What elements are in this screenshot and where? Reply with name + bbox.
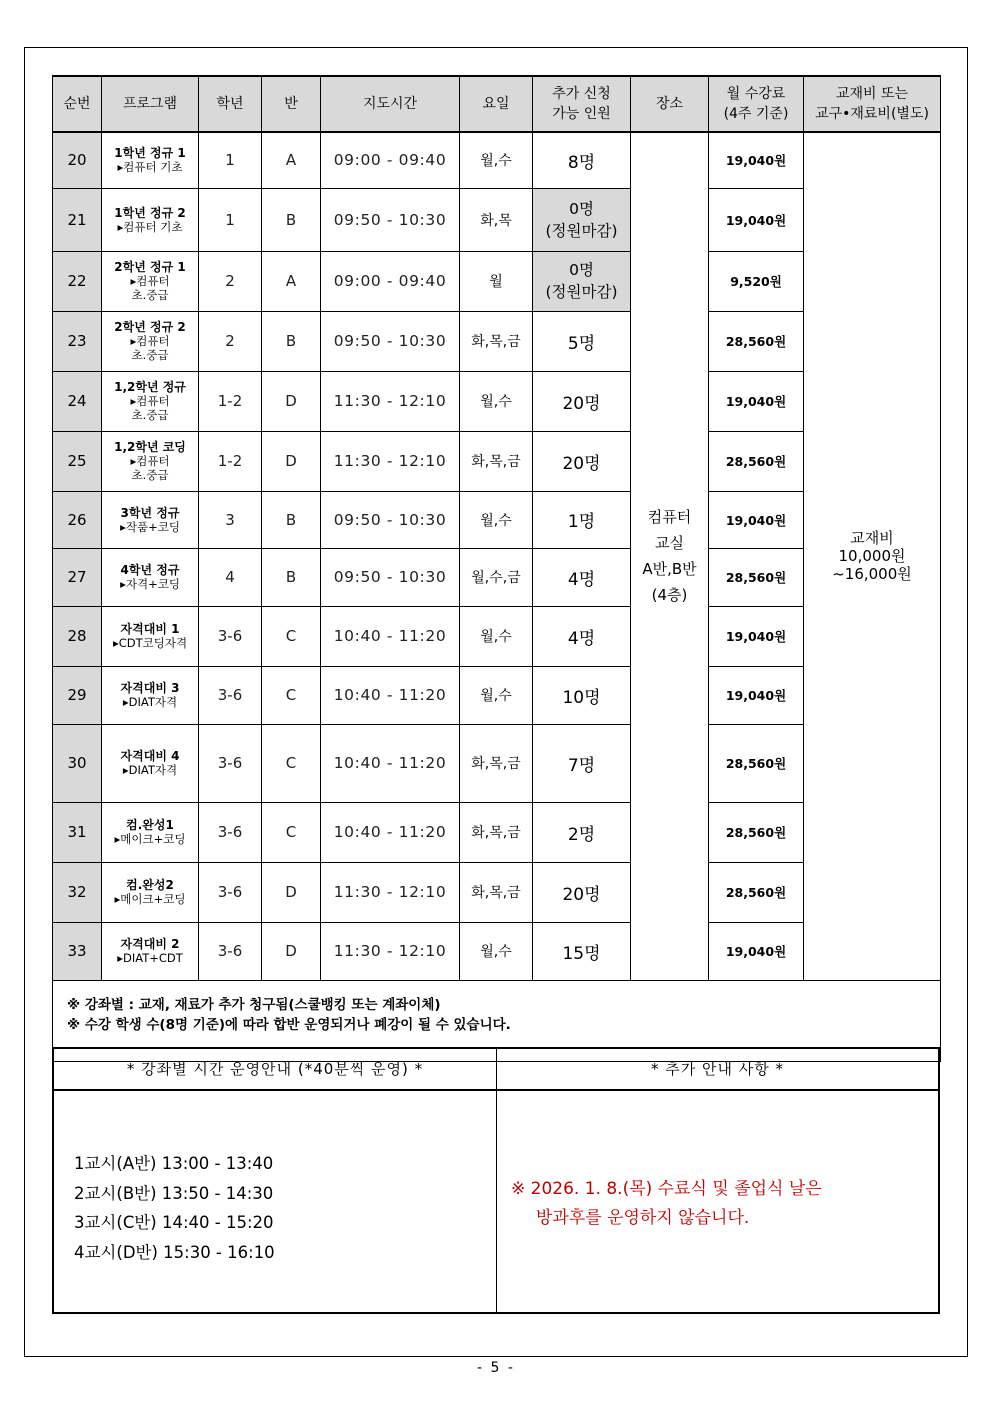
- row-number: 32: [53, 862, 102, 922]
- grade: 2: [199, 311, 262, 371]
- monthly-fee: 19,040원: [709, 922, 804, 980]
- header-program: 프로그램: [102, 76, 199, 132]
- grade: 3-6: [199, 724, 262, 802]
- class-group: D: [262, 371, 321, 431]
- monthly-fee: 28,560원: [709, 431, 804, 491]
- class-time: 10:40 - 11:20: [321, 666, 460, 724]
- program-subtitle: ▸컴퓨터 초.중급: [130, 454, 170, 482]
- program-name: [102, 724, 199, 802]
- weekday: 월,수: [460, 922, 533, 980]
- weekday: 월,수: [460, 371, 533, 431]
- class-group: B: [262, 491, 321, 548]
- class-time: 11:30 - 12:10: [321, 922, 460, 980]
- class-group: C: [262, 802, 321, 862]
- weekday: 화,목,금: [460, 431, 533, 491]
- monthly-fee: 19,040원: [709, 188, 804, 251]
- header-day: 요일: [460, 76, 533, 132]
- grade: 3-6: [199, 922, 262, 980]
- available-seats: 5명: [533, 311, 631, 371]
- header-fee: 월 수강료 (4주 기준): [709, 76, 804, 132]
- weekday: 월,수: [460, 132, 533, 188]
- weekday: 월,수,금: [460, 548, 533, 606]
- program-subtitle: ▸메이크+코딩: [114, 892, 186, 906]
- weekday: 화,목: [460, 188, 533, 251]
- notice-line: 방과후를 운영하지 않습니다.: [536, 1208, 750, 1228]
- program-title: 자격대비 4: [120, 749, 180, 763]
- program-subtitle: ▸DIAT자격: [122, 763, 178, 777]
- class-group: C: [262, 666, 321, 724]
- weekday: 화,목,금: [460, 311, 533, 371]
- program-subtitle: ▸컴퓨터 기초: [117, 160, 183, 175]
- extra-info-title: * 추가 안내 사항 *: [497, 1049, 938, 1091]
- row-number: 24: [53, 371, 102, 431]
- header-grade: 학년: [199, 76, 262, 132]
- class-group: C: [262, 724, 321, 802]
- available-seats: 0명 (정원마감): [533, 188, 631, 251]
- available-seats: 20명: [533, 431, 631, 491]
- weekday: 월,수: [460, 491, 533, 548]
- program-subtitle: ▸컴퓨터 초.중급: [130, 274, 170, 302]
- row-number: 20: [53, 132, 102, 188]
- available-seats: 0명 (정원마감): [533, 251, 631, 311]
- program-title: 1,2학년 정규: [114, 380, 186, 394]
- header-available: 추가 신청 가능 인원: [533, 76, 631, 132]
- program-subtitle: ▸컴퓨터 초.중급: [130, 334, 170, 362]
- class-time: 09:00 - 09:40: [321, 132, 460, 188]
- program-name: [102, 371, 199, 431]
- program-subtitle: ▸자격+코딩: [120, 577, 180, 591]
- monthly-fee: 28,560원: [709, 548, 804, 606]
- class-time: 11:30 - 12:10: [321, 371, 460, 431]
- grade: 1: [199, 132, 262, 188]
- row-number: 31: [53, 802, 102, 862]
- program-name: [102, 922, 199, 980]
- grade: 1-2: [199, 431, 262, 491]
- grade: 3-6: [199, 666, 262, 724]
- monthly-fee: 19,040원: [709, 132, 804, 188]
- materials-fee: 교재비 10,000원 ~16,000원: [804, 132, 941, 980]
- program-title: 1학년 정규 2: [114, 205, 186, 220]
- schedule-title: * 강좌별 시간 운영안내 (*40분씩 운영) *: [54, 1049, 496, 1091]
- program-subtitle: ▸컴퓨터 초.중급: [130, 394, 170, 422]
- program-name: [102, 862, 199, 922]
- note-line: ※ 수강 학생 수(8명 기준)에 따라 합반 운영되거나 폐강이 될 수 있습니다.: [67, 1016, 511, 1033]
- row-number: 29: [53, 666, 102, 724]
- program-name: [102, 606, 199, 666]
- grade: 3-6: [199, 802, 262, 862]
- available-seats: 20명: [533, 862, 631, 922]
- closing-notice: [511, 1175, 822, 1233]
- schedule-item: 4교시(D반) 15:30 - 16:10: [74, 1242, 275, 1262]
- weekday: 화,목,금: [460, 724, 533, 802]
- grade: 1-2: [199, 371, 262, 431]
- program-title: 1학년 정규 1: [114, 146, 186, 161]
- available-seats: 20명: [533, 371, 631, 431]
- program-name: [102, 431, 199, 491]
- available-seats: 10명: [533, 666, 631, 724]
- class-group: B: [262, 188, 321, 251]
- table-row: [53, 132, 941, 188]
- class-group: D: [262, 862, 321, 922]
- program-title: 자격대비 3: [120, 681, 180, 695]
- schedule-list: [74, 1149, 275, 1267]
- available-seats: 7명: [533, 724, 631, 802]
- info-box: [52, 1047, 940, 1314]
- grade: 4: [199, 548, 262, 606]
- monthly-fee: 28,560원: [709, 724, 804, 802]
- program-name: [102, 666, 199, 724]
- program-name: [102, 311, 199, 371]
- schedule-panel: [54, 1049, 497, 1312]
- program-name: [102, 548, 199, 606]
- program-subtitle: ▸메이크+코딩: [114, 832, 186, 846]
- class-time: 10:40 - 11:20: [321, 802, 460, 862]
- program-name: [102, 251, 199, 311]
- notice-line: ※ 2026. 1. 8.(목) 수료식 및 졸업식 날은: [511, 1179, 822, 1199]
- program-title: 4학년 정규: [120, 563, 180, 577]
- row-number: 21: [53, 188, 102, 251]
- extra-info-panel: [497, 1049, 938, 1312]
- grade: 1: [199, 188, 262, 251]
- program-title: 컴.완성2: [126, 878, 174, 892]
- class-group: C: [262, 606, 321, 666]
- class-time: 09:50 - 10:30: [321, 311, 460, 371]
- grade: 2: [199, 251, 262, 311]
- monthly-fee: 28,560원: [709, 862, 804, 922]
- header-materials: 교재비 또는 교구•재료비(별도): [804, 76, 941, 132]
- weekday: 화,목,금: [460, 862, 533, 922]
- program-subtitle: ▸DIAT+CDT: [117, 951, 183, 965]
- program-title: 3학년 정규: [120, 505, 180, 520]
- available-seats: 4명: [533, 606, 631, 666]
- program-title: 자격대비 2: [120, 937, 180, 951]
- monthly-fee: 19,040원: [709, 606, 804, 666]
- schedule-item: 1교시(A반) 13:00 - 13:40: [74, 1154, 274, 1173]
- class-time: 09:50 - 10:30: [321, 491, 460, 548]
- class-group: D: [262, 922, 321, 980]
- class-group: D: [262, 431, 321, 491]
- grade: 3-6: [199, 862, 262, 922]
- class-time: 09:50 - 10:30: [321, 548, 460, 606]
- weekday: 월,수: [460, 606, 533, 666]
- weekday: 월,수: [460, 666, 533, 724]
- program-name: [102, 491, 199, 548]
- monthly-fee: 19,040원: [709, 666, 804, 724]
- monthly-fee: 28,560원: [709, 311, 804, 371]
- program-table: [52, 75, 941, 1062]
- program-name: [102, 188, 199, 251]
- program-name: [102, 132, 199, 188]
- header-class: 반: [262, 76, 321, 132]
- class-time: 09:50 - 10:30: [321, 188, 460, 251]
- available-seats: 15명: [533, 922, 631, 980]
- available-seats: 4명: [533, 548, 631, 606]
- class-group: B: [262, 311, 321, 371]
- schedule-item: 3교시(C반) 14:40 - 15:20: [74, 1213, 274, 1232]
- monthly-fee: 9,520원: [709, 251, 804, 311]
- note-line: ※ 강좌별 : 교재, 재료가 추가 청구됨(스쿨뱅킹 또는 계좌이체): [67, 996, 441, 1013]
- monthly-fee: 19,040원: [709, 371, 804, 431]
- class-time: 09:00 - 09:40: [321, 251, 460, 311]
- class-group: A: [262, 251, 321, 311]
- row-number: 28: [53, 606, 102, 666]
- class-time: 10:40 - 11:20: [321, 724, 460, 802]
- program-subtitle: ▸컴퓨터 기초: [117, 219, 183, 234]
- schedule-item: 2교시(B반) 13:50 - 14:30: [74, 1183, 274, 1203]
- program-title: 2학년 정규 2: [114, 320, 186, 334]
- place: 컴퓨터 교실 A반,B반 (4층): [631, 132, 709, 980]
- row-number: 23: [53, 311, 102, 371]
- program-title: 2학년 정규 1: [114, 260, 186, 274]
- program-title: 1,2학년 코딩: [114, 440, 186, 454]
- program-title: 컴.완성1: [126, 818, 174, 832]
- row-number: 30: [53, 724, 102, 802]
- program-title: 자격대비 1: [120, 622, 180, 636]
- available-seats: 1명: [533, 491, 631, 548]
- program-subtitle: ▸DIAT자격: [122, 695, 178, 709]
- class-time: 11:30 - 12:10: [321, 431, 460, 491]
- row-number: 22: [53, 251, 102, 311]
- page-number: - 5 -: [477, 1360, 515, 1376]
- program-subtitle: ▸CDT코딩자격: [112, 636, 188, 650]
- grade: 3: [199, 491, 262, 548]
- row-number: 26: [53, 491, 102, 548]
- row-number: 25: [53, 431, 102, 491]
- class-time: 11:30 - 12:10: [321, 862, 460, 922]
- program-subtitle: ▸작품+코딩: [120, 519, 180, 534]
- table-header-row: [53, 76, 941, 132]
- header-time: 지도시간: [321, 76, 460, 132]
- row-number: 27: [53, 548, 102, 606]
- weekday: 월: [460, 251, 533, 311]
- header-place: 장소: [631, 76, 709, 132]
- monthly-fee: 19,040원: [709, 491, 804, 548]
- weekday: 화,목,금: [460, 802, 533, 862]
- available-seats: 8명: [533, 132, 631, 188]
- class-group: B: [262, 548, 321, 606]
- available-seats: 2명: [533, 802, 631, 862]
- class-time: 10:40 - 11:20: [321, 606, 460, 666]
- monthly-fee: 28,560원: [709, 802, 804, 862]
- class-group: A: [262, 132, 321, 188]
- grade: 3-6: [199, 606, 262, 666]
- row-number: 33: [53, 922, 102, 980]
- header-no: 순번: [53, 76, 102, 132]
- program-name: [102, 802, 199, 862]
